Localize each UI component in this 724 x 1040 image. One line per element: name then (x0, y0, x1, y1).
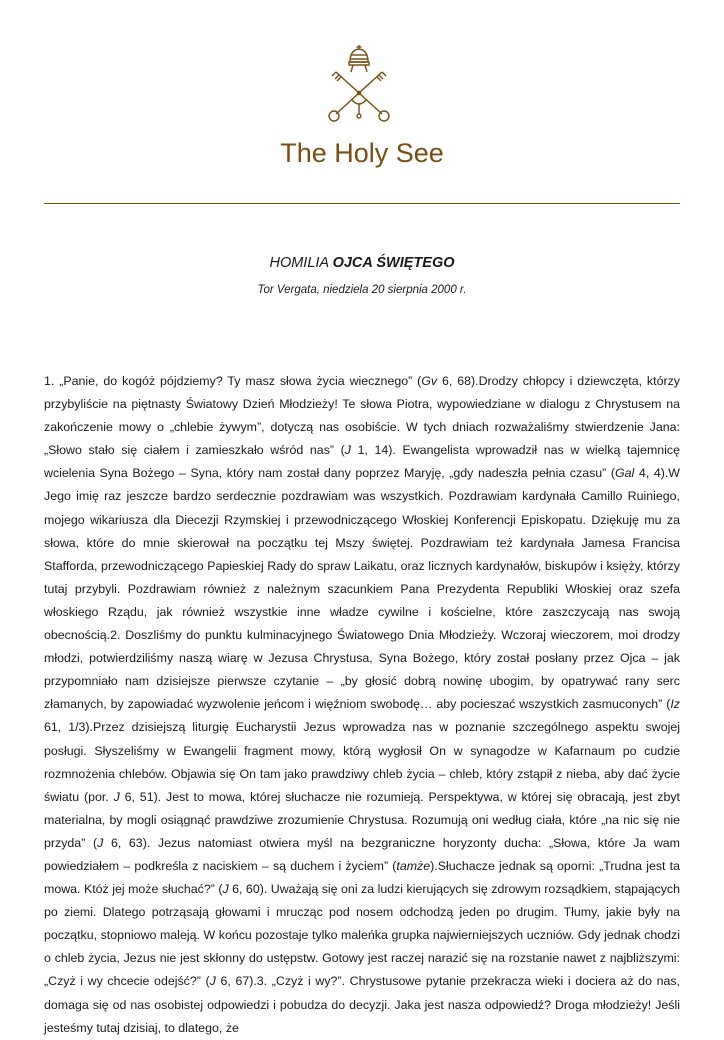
document-title (0, 255, 724, 271)
scripture-reference: J (344, 443, 351, 458)
site-title[interactable]: The Holy See (280, 138, 444, 168)
body-text-run: 6, 67).3. „Czyż i wy?”. Chrystusowe pytanie przekracza wieki i dociera aż do nas, domaga się od nas osobistej odpowiedzi i pobudza do decyzji. Jaka jest nasza odpowiedź? Droga młodzieży! Jeśli jesteśmy tutaj dzisiaj, to dlatego, że (44, 974, 680, 1035)
body-text-run: 6, 63). Jezus natomiast otwiera myśl na bezgraniczne horyzonty ducha: „Słowa, które Ja wam powiedziałem – podkreśla z naciskiem – są duchem i życiem” ( (44, 835, 681, 873)
body-text-run: 1. „Panie, do kogóż pójdziemy? Ty masz słowa życia wiecznego” ( (44, 374, 422, 388)
body-text-run: 6, 68).Drodzy chłopcy i dziewczęta, którzy przybyliście na piętnasty Światowy Dzień Młodzieży! Te słowa Piotra, wypowiedziane w dialogu z Chrystusem na zakończenie mowy o „chlebie żywym”, dotyczą nas osobiście. W tych dniach rozważaliśmy stwierdzenie Jana: „Słowo stało się ciałem i zamieszkało wśród nas” ( (44, 374, 680, 458)
body-text-run: 6, 60). Uważają się oni za ludzi kierujących się zdrowym rozsądkiem, stąpających po ziemi. Dlatego potrząsają głowami i mrucząc pod nosem odchodzą jeden po drugim. Tłumy, jakie były na początku, stopniowo maleją. W końcu pozostaje tylko maleńka grupka najwierniejszych uczniów. Gdy jednak chodzi o chleb życia, Jezus nie jest skłonny do ustępstw. Gotowy jest raczej narazić się na rozstanie nawet z najbliższymi: „Czyż i wy chcecie odejść?” ( (44, 882, 680, 989)
body-text-run: ).Słuchacze jednak są oporni: „Trudna jest ta mowa. Któż jej może słuchać?” ( (44, 858, 680, 897)
body-text-run: 61, 1/3).Przez dzisiejszą liturgię Eucharystii Jezus wprowadza nas w poznanie szczególnego aspektu swojej posługi. Słyszeliśmy w Ewangelii fragment mowy, którą wygłosił On w synagodze w Kafarnaum po cudzie rozmnożenia chlebów. Objawia się On tam jako prawdziwy chleb życia – chleb, który zstąpił z nieba, aby dać życie światu (por. (44, 720, 680, 804)
body-text-run: 6, 51). Jest to mowa, której słuchacze nie rozumieją. Perspektywa, w której się obracają, jest zbyt materialna, by mogli osiągnąć prawdziwe zrozumienie Chrystusa. Rozumują oni według ciała, które „na nic się nie przyda” ( (44, 789, 680, 850)
scripture-reference: J (97, 835, 104, 850)
scripture-reference: Iz (670, 697, 680, 712)
scripture-reference: J (222, 882, 229, 897)
document-subtitle: Tor Vergata, niedziela 20 sierpnia 2000 r. (257, 284, 467, 296)
scripture-reference: Gv (421, 374, 438, 388)
scripture-reference: Gal (615, 466, 635, 481)
title-prefix: HOMILIA (269, 255, 329, 271)
title-main: OJCA ŚWIĘTEGO (332, 255, 455, 271)
body-text-run: 4, 4).W Jego imię raz jeszcze bardzo serdecznie pozdrawiam was wszystkich. Pozdrawiam kardynała Camillo Ruiniego, mojego wikariusza dla Diecezji Rzymskiej i przewodniczącego Włoskiej Konferencji Episkopatu. Dziękuję mu za słowa, które do mnie skierował na początku tej Mszy świętej. Pozdrawiam też kardynała Jamesa Francisa Stafforda, przewodniczącego Papieskiej Rady do spraw Laikatu, oraz licznych kardynałów, biskupów i księży, którzy tutaj przybyli. Pozdrawiam również z należnym szacunkiem Pana Prezydenta Republiki Włoskiej oraz szefa włoskiego Rządu, jak również wszystkie inne władze cywilne i kościelne, które zaszczycają nas swoją obecnością.2. Doszliśmy do punktu kulminacyjnego Światowego Dnia Młodzieży. Wczoraj wieczorem, moi drodzy młodzi, potwierdziliśmy naszą wiarę w Jezusa Chrystusa, Syna Bożego, który został posłany przez Ojca – jak przypomniało nam dzisiejsze pierwsze czytanie – „by głosić dobrą nowinę ubogim, by opatrywać rany serc złamanych, by zapowiadać wyzwolenie jeńcom i więźniom swobodę… aby pocieszać wszystkich zasmuconych” ( (44, 466, 681, 712)
header-divider (44, 203, 680, 204)
scripture-reference: J (113, 789, 120, 804)
papal-emblem-icon (322, 42, 396, 124)
scripture-reference: J (209, 974, 216, 989)
homily-body (44, 370, 680, 1040)
body-text-run: 1, 14). Ewangelista wprowadził nas w wielką tajemnicę wcielenia Syna Bożego – Syna, który nam został dany poprzez Maryję, „gdy nadeszła pełnia czasu” ( (44, 443, 680, 481)
scripture-reference: tamże (396, 858, 431, 873)
